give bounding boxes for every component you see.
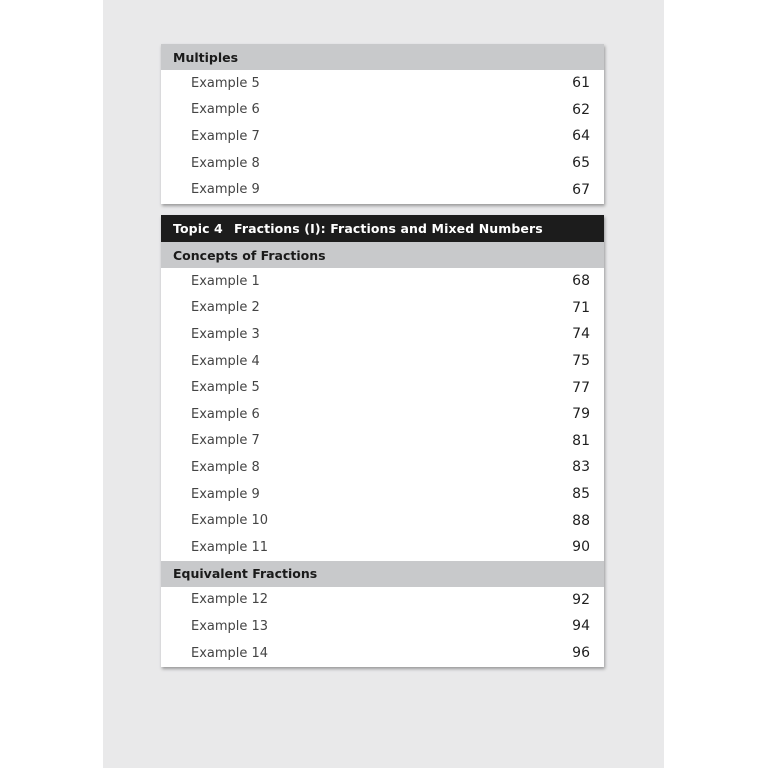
toc-row[interactable] [161, 150, 604, 177]
toc-page-number: 71 [572, 299, 590, 316]
toc-page-number: 65 [572, 155, 590, 172]
toc-row[interactable] [161, 401, 604, 428]
topic-header [161, 215, 604, 242]
topic-number: Topic 4 [173, 221, 223, 236]
toc-label: Example 5 [191, 380, 260, 396]
toc-row[interactable] [161, 587, 604, 614]
toc-label: Example 10 [191, 513, 269, 529]
toc-label: Example 12 [191, 592, 269, 608]
toc-label: Example 14 [191, 645, 269, 661]
toc-page-number: 64 [572, 128, 590, 145]
toc-label: Example 3 [191, 326, 260, 342]
toc-row[interactable] [161, 348, 604, 375]
toc-label: Example 8 [191, 459, 260, 475]
toc-page-number: 96 [572, 645, 590, 662]
toc-label: Example 6 [191, 406, 260, 422]
toc-row[interactable] [161, 295, 604, 322]
toc-row[interactable] [161, 428, 604, 455]
toc-row[interactable] [161, 176, 604, 203]
section-title: Concepts of Fractions [173, 247, 326, 263]
toc-row[interactable] [161, 507, 604, 534]
toc-page-number: 67 [572, 181, 590, 198]
section-header-concepts [161, 242, 604, 268]
toc-row[interactable] [161, 97, 604, 124]
toc-label: Example 7 [191, 128, 260, 144]
toc-row[interactable] [161, 481, 604, 508]
topic-title: Fractions (I): Fractions and Mixed Numbers [234, 221, 543, 236]
toc-label: Example 13 [191, 618, 269, 634]
toc-label: Example 5 [191, 75, 260, 91]
toc-label: Example 11 [191, 539, 269, 555]
toc-page-number: 83 [572, 459, 590, 476]
toc-label: Example 4 [191, 353, 260, 369]
toc-label: Example 9 [191, 182, 260, 198]
toc-label: Example 1 [191, 273, 260, 289]
toc-page-number: 75 [572, 353, 590, 370]
toc-page-number: 77 [572, 379, 590, 396]
section-title: Multiples [173, 49, 239, 65]
toc-page-number: 85 [572, 486, 590, 503]
toc-label: Example 2 [191, 300, 260, 316]
toc-label: Example 8 [191, 155, 260, 171]
toc-page-number: 90 [572, 539, 590, 556]
toc-page-number: 88 [572, 512, 590, 529]
toc-row[interactable] [161, 640, 604, 667]
toc-page-number: 74 [572, 326, 590, 343]
toc-row[interactable] [161, 374, 604, 401]
toc-row[interactable] [161, 123, 604, 150]
toc-page-number: 81 [572, 432, 590, 449]
toc-label: Example 7 [191, 433, 260, 449]
topic-4-card [161, 215, 604, 667]
toc-row[interactable] [161, 70, 604, 97]
section-header-multiples [161, 44, 604, 70]
toc-row[interactable] [161, 321, 604, 348]
toc-row[interactable] [161, 613, 604, 640]
toc-row[interactable] [161, 268, 604, 295]
toc-page-number: 68 [572, 273, 590, 290]
section-header-equivalent [161, 561, 604, 587]
toc-page-number: 61 [572, 75, 590, 92]
toc-page-number: 79 [572, 406, 590, 423]
toc-label: Example 6 [191, 102, 260, 118]
toc-page-number: 94 [572, 618, 590, 635]
toc-page-number: 62 [572, 101, 590, 118]
section-title: Equivalent Fractions [173, 566, 318, 582]
toc-row[interactable] [161, 454, 604, 481]
multiples-card [161, 44, 604, 204]
toc-row[interactable] [161, 534, 604, 561]
toc-page-number: 92 [572, 591, 590, 608]
toc-label: Example 9 [191, 486, 260, 502]
